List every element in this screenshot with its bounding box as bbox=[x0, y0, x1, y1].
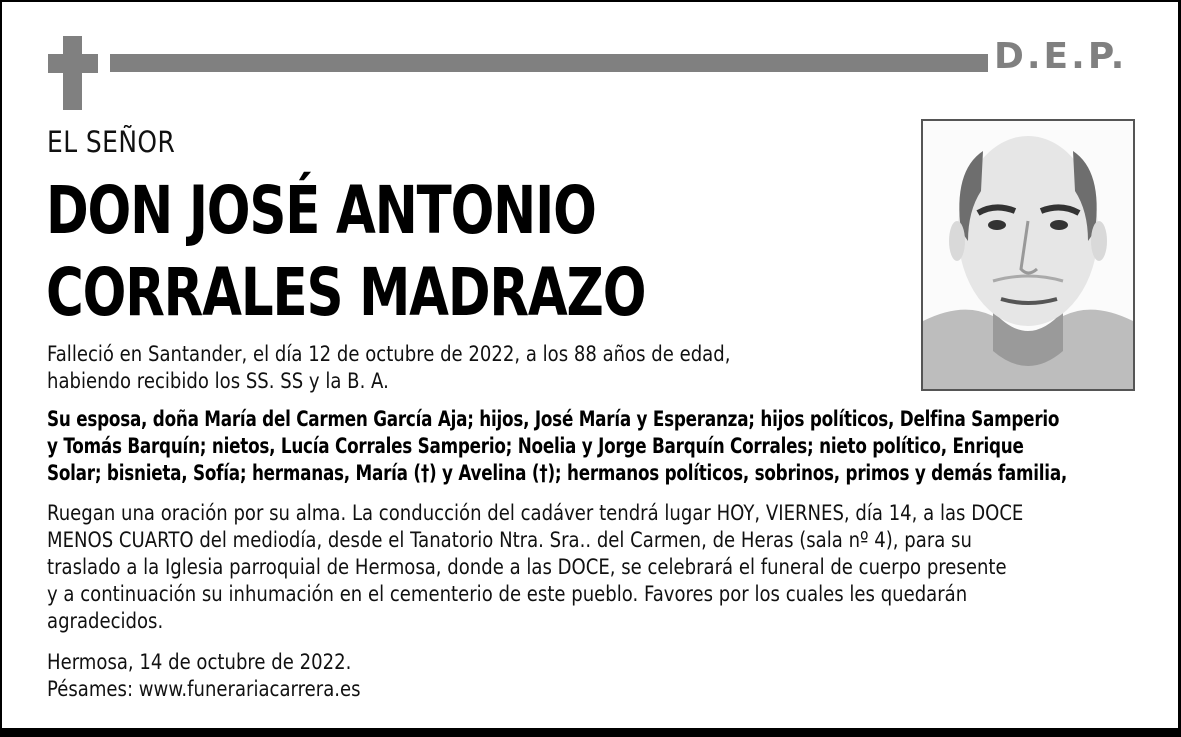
family-line: Su esposa, doña María del Carmen García Aja; hijos, José María y Esperanza; hijos políticos, Delfina Samperio bbox=[47, 407, 1060, 431]
footer bbox=[47, 649, 361, 703]
service-info bbox=[47, 500, 1023, 635]
cross-icon bbox=[48, 36, 98, 110]
deceased-name-line-2: CORRALES MADRAZO bbox=[46, 254, 646, 331]
death-notice-line: Falleció en Santander, el día 12 de octubre de 2022, a los 88 años de edad, bbox=[47, 342, 731, 367]
family-line: y Tomás Barquín; nietos, Lucía Corrales Samperio; Noelia y Jorge Barquín Corrales; nieto político, Enrique bbox=[47, 434, 1024, 458]
frame-left-border bbox=[0, 0, 2, 737]
family-line: Solar; bisnieta, Sofía; hermanas, María (†) y Avelina (†); hermanos políticos, sobrinos, primos y demás familia, bbox=[47, 461, 1068, 485]
portrait-image bbox=[923, 121, 1133, 389]
service-info-line: agradecidos. bbox=[47, 609, 164, 634]
header-rule bbox=[110, 54, 988, 72]
cross-vertical-bar bbox=[63, 36, 82, 110]
frame-bottom-border bbox=[0, 728, 1181, 737]
service-info-line: Ruegan una oración por su alma. La conducción del cadáver tendrá lugar HOY, VIERNES, día 14, a las DOCE bbox=[47, 501, 1024, 526]
service-info-line: traslado a la Iglesia parroquial de Hermosa, donde a las DOCE, se celebrará el funeral de cuerpo presente bbox=[47, 555, 1007, 580]
deceased-name bbox=[46, 170, 645, 334]
frame-top-border bbox=[0, 0, 1181, 2]
place-date: Hermosa, 14 de octubre de 2022. bbox=[47, 650, 352, 675]
deceased-name-line-1: DON JOSÉ ANTONIO bbox=[46, 172, 596, 249]
family-list bbox=[47, 406, 1067, 487]
honorific: EL SEÑOR bbox=[47, 125, 176, 159]
service-info-line: y a continuación su inhumación en el cementerio de este pueblo. Favores por los cuales les quedarán bbox=[47, 582, 968, 607]
death-notice-line: habiendo recibido los SS. SS y la B. A. bbox=[47, 369, 389, 394]
deceased-photo bbox=[921, 119, 1135, 391]
dep-label: D.E.P. bbox=[994, 36, 1128, 77]
condolences-link[interactable]: Pésames: www.funerariacarrera.es bbox=[47, 677, 361, 702]
cross-horizontal-bar bbox=[48, 54, 98, 73]
death-notice bbox=[47, 341, 730, 395]
service-info-line: MENOS CUARTO del mediodía, desde el Tanatorio Ntra. Sra.. del Carmen, de Heras (sala nº 4), para su bbox=[47, 528, 972, 553]
